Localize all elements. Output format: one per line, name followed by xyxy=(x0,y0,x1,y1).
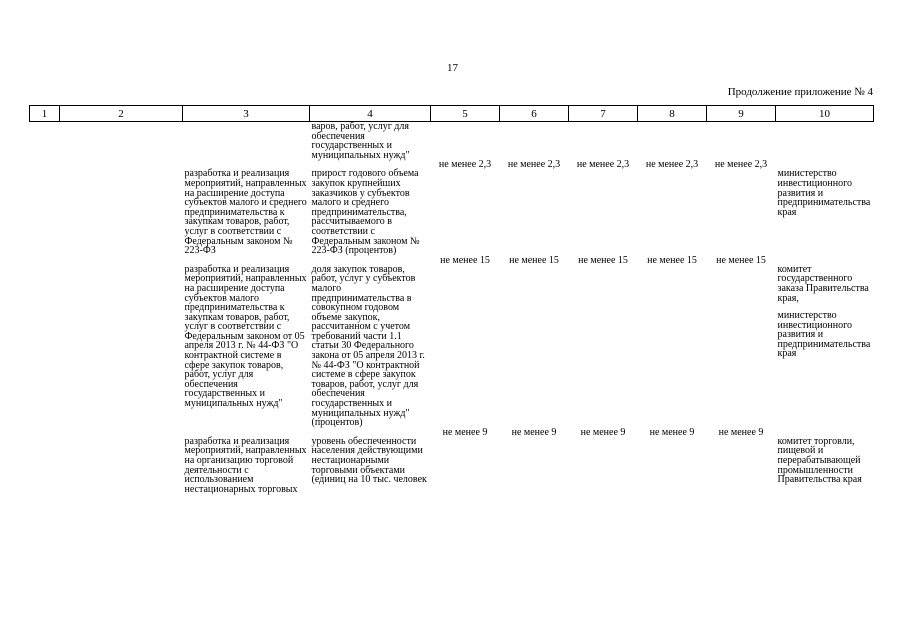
indicator-cell: уровень обеспеченности населения действующими нестационарными торговыми объектами (единиц на 10 тыс. человек xyxy=(311,435,427,486)
responsible-entry: министерство инвестиционного развития и предпринимательства края xyxy=(777,168,871,218)
value-cell: не менее 15 xyxy=(647,254,697,266)
value-cell: не менее 2,3 xyxy=(507,159,561,171)
value-cell: не менее 15 xyxy=(578,254,628,266)
value-cell: не менее 9 xyxy=(511,426,557,438)
indicator-cell: варов, работ, услуг для обеспечения государственных и муниципальных нужд" xyxy=(311,121,410,161)
header-cell: 1 xyxy=(30,106,60,122)
value-cell: не менее 15 xyxy=(509,254,559,266)
document-table xyxy=(29,105,874,494)
responsible-cell xyxy=(776,256,874,428)
value-cell: не менее 15 xyxy=(440,254,490,266)
responsible-cell xyxy=(776,428,874,495)
value-cell: не менее 2,3 xyxy=(645,159,699,171)
indicator-cell: прирост годового объема закупок крупнейших заказчиков у субъектов малого и среднего предпринимательства, рассчитываемого в соответствии с Федеральным законом № 223-ФЗ (процентов) xyxy=(311,168,420,257)
responsible-entry: комитет государственного заказа Правительства края, xyxy=(777,263,869,304)
table-row xyxy=(30,256,874,428)
page-number: 17 xyxy=(447,62,458,74)
value-cell xyxy=(569,122,638,161)
responsible-cell xyxy=(776,122,874,161)
value-cell: не менее 9 xyxy=(649,426,695,438)
responsible-cell xyxy=(776,160,874,255)
measure-cell: разработка и реализация мероприятий, направленных на расширение доступа субъектов малого предпринимательства к закупкам товаров, работ, услуг в соответствии с Федеральным законом от 05 апреля 2013 г. № 44-ФЗ "О контрактной системе в сфере закупок товаров, работ, услуг для обеспечения государственных и муниципальных нужд" xyxy=(184,263,307,410)
header-cell: 5 xyxy=(431,106,500,122)
measure-cell: разработка и реализация мероприятий, направленных на организацию торговой деятельности с использованием нестационарных торговых xyxy=(184,435,307,495)
header-cell: 10 xyxy=(776,106,874,122)
value-cell xyxy=(431,122,500,161)
header-cell: 3 xyxy=(183,106,310,122)
header-cell: 7 xyxy=(569,106,638,122)
value-cell xyxy=(638,122,707,161)
value-cell: не менее 15 xyxy=(716,254,766,266)
value-cell: не менее 2,3 xyxy=(714,159,768,171)
indicator-cell: доля закупок товаров, работ, услуг у субъектов малого предпринимательства в совокупном годовом объеме закупок, рассчитанном с учетом требований части 1.1 статьи 30 Федерального закона от 05 апреля 2013 г. № 44-ФЗ "О контрактной системе в сфере закупок товаров, работ, услуг для обеспечения государственных и муниципальных нужд" (процентов) xyxy=(311,263,425,429)
value-cell: не менее 9 xyxy=(580,426,626,438)
header-cell: 6 xyxy=(500,106,569,122)
header-cell: 2 xyxy=(60,106,183,122)
value-cell xyxy=(707,122,776,161)
value-cell: не менее 9 xyxy=(718,426,764,438)
value-cell: не менее 2,3 xyxy=(576,159,630,171)
header-cell: 9 xyxy=(707,106,776,122)
responsible-entry: комитет торговли, пищевой и перерабатывающей промышленности Правительства края xyxy=(777,435,862,486)
measure-cell: разработка и реализация мероприятий, направленных на расширение доступа субъектов малого и среднего предпринимательства к закупкам товаров, работ, услуг в соответствии с Федеральным законом № 223-ФЗ xyxy=(184,168,307,257)
header-cell: 8 xyxy=(638,106,707,122)
header-row xyxy=(30,106,874,122)
measure-cell xyxy=(183,122,310,161)
responsible-entry: министерство инвестиционного развития и предпринимательства края xyxy=(777,310,871,360)
table-row xyxy=(30,160,874,255)
continuation-label: Продолжение приложение № 4 xyxy=(727,86,873,98)
value-cell: не менее 9 xyxy=(442,426,488,438)
value-cell: не менее 2,3 xyxy=(438,159,492,171)
table-row xyxy=(30,122,874,161)
value-cell xyxy=(500,122,569,161)
table-row xyxy=(30,428,874,495)
header-cell: 4 xyxy=(310,106,431,122)
